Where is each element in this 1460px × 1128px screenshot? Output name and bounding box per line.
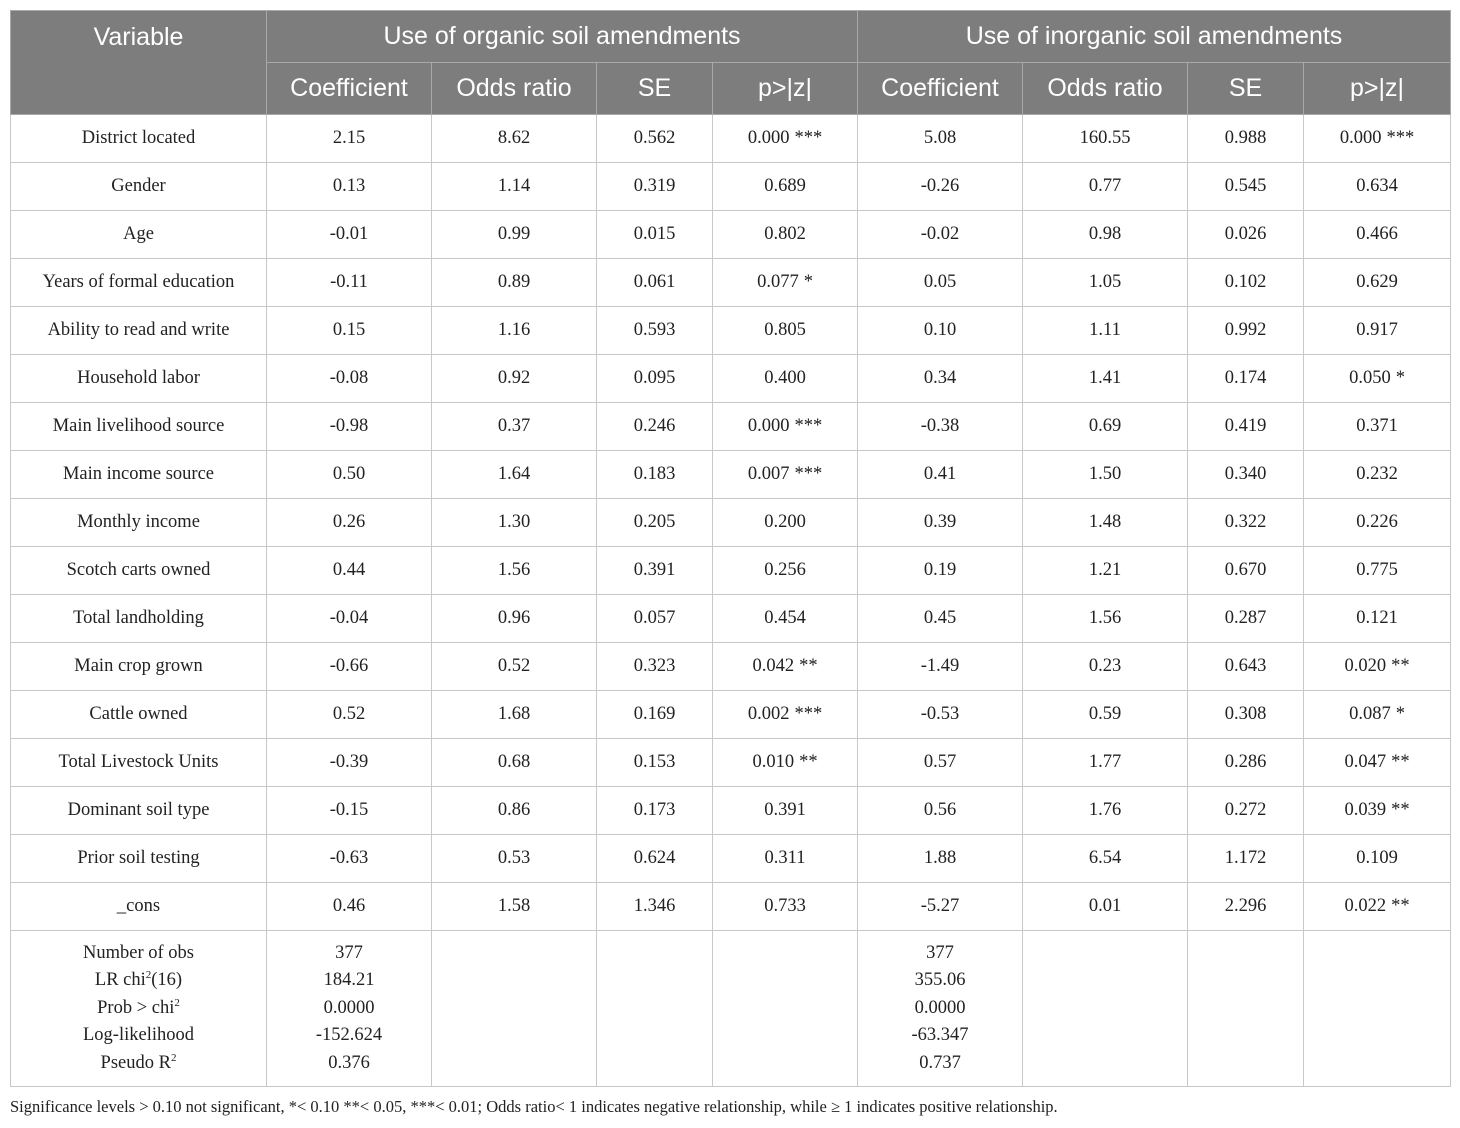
- organic-coefficient-cell: 0.26: [267, 499, 432, 547]
- inorganic-odds-ratio-cell: 0.77: [1023, 163, 1188, 211]
- summary-label-obs: Number of obs: [83, 942, 194, 963]
- organic-p-value-cell: [713, 547, 858, 595]
- inorganic-p-value: 0.020: [1344, 656, 1387, 676]
- inorganic-odds-ratio-cell: 160.55: [1023, 115, 1188, 163]
- inorganic-p-value: 0.000: [1339, 128, 1382, 148]
- inorganic-p-value-cell: [1304, 835, 1451, 883]
- inorganic-p-value-cell: [1304, 451, 1451, 499]
- inorganic-p-value: 0.634: [1356, 176, 1398, 196]
- inorganic-coefficient-cell: 0.34: [858, 355, 1023, 403]
- summary-row: [11, 931, 1451, 1087]
- organic-coefficient-cell: -0.66: [267, 643, 432, 691]
- inorganic-coefficient-cell: 0.05: [858, 259, 1023, 307]
- regression-table: [10, 10, 1451, 1087]
- table-footnote: Significance levels > 0.10 not significant, *< 0.10 **< 0.05, ***< 0.01; Odds ratio< 1 indicates negative relationship, while ≥ 1 indicates positive relationship.: [10, 1097, 1058, 1116]
- inorganic-odds-ratio-cell: 1.76: [1023, 787, 1188, 835]
- inorganic-p-value: 0.466: [1356, 224, 1398, 244]
- inorganic-p-value-cell: [1304, 259, 1451, 307]
- organic-p-value: 0.010: [752, 752, 795, 772]
- inorganic-coefficient-cell: 0.57: [858, 739, 1023, 787]
- variable-name-cell: Years of formal education: [11, 259, 267, 307]
- table-row: [11, 115, 1451, 163]
- inorganic-coefficient-cell: 0.19: [858, 547, 1023, 595]
- inorganic-coefficient-cell: 0.45: [858, 595, 1023, 643]
- organic-significance-stars: *: [803, 272, 813, 292]
- inorganic-odds-ratio-cell: 0.23: [1023, 643, 1188, 691]
- inorganic-p-value: 0.087: [1349, 704, 1391, 724]
- organic-p-value: 0.000: [747, 128, 790, 148]
- variable-name-cell: Prior soil testing: [11, 835, 267, 883]
- inorganic-significance-stars: ***: [1386, 128, 1415, 148]
- organic-se-cell: 0.391: [597, 547, 713, 595]
- summary-inorganic-prob: 0.0000: [914, 997, 966, 1018]
- organic-se-cell: 0.246: [597, 403, 713, 451]
- summary-organic-lr: 184.21: [323, 970, 375, 991]
- organic-p-value-cell: [713, 835, 858, 883]
- inorganic-coefficient-cell: -5.27: [858, 883, 1023, 931]
- organic-coefficient-cell: -0.01: [267, 211, 432, 259]
- organic-coefficient-cell: -0.15: [267, 787, 432, 835]
- inorganic-significance-stars: **: [1391, 656, 1410, 676]
- inorganic-se-cell: 0.340: [1188, 451, 1304, 499]
- inorganic-p-value: 0.232: [1356, 464, 1398, 484]
- organic-se-cell: 0.562: [597, 115, 713, 163]
- organic-se-cell: 0.153: [597, 739, 713, 787]
- organic-p-value-cell: [713, 595, 858, 643]
- inorganic-coefficient-cell: 0.39: [858, 499, 1023, 547]
- organic-coefficient-cell: -0.11: [267, 259, 432, 307]
- organic-significance-stars: ***: [794, 128, 823, 148]
- inorganic-p-value: 0.121: [1356, 608, 1398, 628]
- inorganic-odds-ratio-cell: 0.69: [1023, 403, 1188, 451]
- inorganic-coefficient-cell: -0.26: [858, 163, 1023, 211]
- inorganic-p-value-cell: [1304, 547, 1451, 595]
- header-group-inorganic: Use of inorganic soil amendments: [858, 11, 1451, 63]
- header-group-organic: Use of organic soil amendments: [267, 11, 858, 63]
- organic-coefficient-cell: 0.13: [267, 163, 432, 211]
- summary-empty-cell: [1188, 931, 1304, 1087]
- variable-name-cell: Monthly income: [11, 499, 267, 547]
- inorganic-odds-ratio-cell: 1.50: [1023, 451, 1188, 499]
- summary-inorganic-loglik: -63.347: [911, 1025, 969, 1046]
- header-inorganic-odds-ratio: Odds ratio: [1023, 63, 1188, 115]
- table-row: [11, 403, 1451, 451]
- organic-p-value-cell: [713, 691, 858, 739]
- organic-odds-ratio-cell: 1.16: [432, 307, 597, 355]
- summary-organic-values: [267, 931, 432, 1087]
- organic-se-cell: 1.346: [597, 883, 713, 931]
- inorganic-p-value: 0.039: [1344, 800, 1387, 820]
- table-row: [11, 595, 1451, 643]
- inorganic-p-value: 0.629: [1356, 272, 1398, 292]
- inorganic-se-cell: 0.988: [1188, 115, 1304, 163]
- summary-inorganic-values: [858, 931, 1023, 1087]
- organic-significance-stars: ***: [794, 704, 823, 724]
- inorganic-p-value: 0.775: [1356, 560, 1398, 580]
- inorganic-significance-stars: **: [1391, 896, 1410, 916]
- header-inorganic-coefficient: Coefficient: [858, 63, 1023, 115]
- organic-significance-stars: ***: [794, 416, 823, 436]
- organic-odds-ratio-cell: 1.64: [432, 451, 597, 499]
- inorganic-coefficient-cell: -0.38: [858, 403, 1023, 451]
- variable-name-cell: Total landholding: [11, 595, 267, 643]
- organic-se-cell: 0.183: [597, 451, 713, 499]
- summary-label-lr: LR chi$^2$(16): [94, 969, 183, 991]
- organic-coefficient-cell: -0.04: [267, 595, 432, 643]
- table-row: [11, 307, 1451, 355]
- summary-empty-cell: [432, 931, 597, 1087]
- variable-name-cell: Dominant soil type: [11, 787, 267, 835]
- table-row: [11, 739, 1451, 787]
- inorganic-se-cell: 2.296: [1188, 883, 1304, 931]
- inorganic-odds-ratio-cell: 1.05: [1023, 259, 1188, 307]
- organic-p-value-cell: [713, 163, 858, 211]
- organic-coefficient-cell: -0.39: [267, 739, 432, 787]
- organic-p-value: 0.689: [764, 176, 806, 196]
- header-organic-p-value: p>|z|: [713, 63, 858, 115]
- inorganic-odds-ratio-cell: 0.01: [1023, 883, 1188, 931]
- variable-name-cell: Main crop grown: [11, 643, 267, 691]
- table-row: [11, 451, 1451, 499]
- organic-p-value: 0.311: [764, 848, 806, 868]
- inorganic-se-cell: 0.026: [1188, 211, 1304, 259]
- organic-se-cell: 0.173: [597, 787, 713, 835]
- summary-inorganic-obs: 377: [926, 942, 954, 963]
- inorganic-p-value-cell: [1304, 211, 1451, 259]
- organic-p-value: 0.802: [764, 224, 806, 244]
- organic-coefficient-cell: -0.08: [267, 355, 432, 403]
- summary-label-prob: Prob > chi$^2$: [97, 996, 180, 1018]
- organic-coefficient-cell: 0.46: [267, 883, 432, 931]
- organic-se-cell: 0.015: [597, 211, 713, 259]
- inorganic-odds-ratio-cell: 1.56: [1023, 595, 1188, 643]
- organic-odds-ratio-cell: 0.37: [432, 403, 597, 451]
- inorganic-significance-stars: **: [1391, 752, 1410, 772]
- organic-odds-ratio-cell: 0.53: [432, 835, 597, 883]
- header-inorganic-p-value: p>|z|: [1304, 63, 1451, 115]
- inorganic-se-cell: 0.545: [1188, 163, 1304, 211]
- inorganic-se-cell: 0.670: [1188, 547, 1304, 595]
- inorganic-p-value-cell: [1304, 499, 1451, 547]
- organic-p-value-cell: [713, 307, 858, 355]
- organic-significance-stars: ***: [794, 464, 823, 484]
- inorganic-coefficient-cell: -0.53: [858, 691, 1023, 739]
- inorganic-se-cell: 0.287: [1188, 595, 1304, 643]
- inorganic-significance-stars: *: [1395, 368, 1405, 388]
- organic-odds-ratio-cell: 1.14: [432, 163, 597, 211]
- organic-p-value-cell: [713, 451, 858, 499]
- summary-empty-cell: [597, 931, 713, 1087]
- summary-inorganic-pseudo: 0.737: [919, 1052, 961, 1073]
- inorganic-p-value: 0.050: [1349, 368, 1391, 388]
- variable-name-cell: Scotch carts owned: [11, 547, 267, 595]
- organic-p-value-cell: [713, 643, 858, 691]
- inorganic-se-cell: 1.172: [1188, 835, 1304, 883]
- organic-coefficient-cell: 0.52: [267, 691, 432, 739]
- organic-p-value-cell: [713, 259, 858, 307]
- inorganic-odds-ratio-cell: 6.54: [1023, 835, 1188, 883]
- inorganic-p-value: 0.917: [1356, 320, 1398, 340]
- table-row: [11, 259, 1451, 307]
- organic-coefficient-cell: 2.15: [267, 115, 432, 163]
- inorganic-coefficient-cell: 0.10: [858, 307, 1023, 355]
- organic-p-value-cell: [713, 211, 858, 259]
- organic-odds-ratio-cell: 0.96: [432, 595, 597, 643]
- table-row: [11, 835, 1451, 883]
- inorganic-p-value-cell: [1304, 163, 1451, 211]
- summary-organic-loglik: -152.624: [315, 1025, 383, 1046]
- organic-p-value: 0.077: [757, 272, 799, 292]
- summary-empty-cell: [1304, 931, 1451, 1087]
- organic-p-value: 0.454: [764, 608, 806, 628]
- organic-se-cell: 0.057: [597, 595, 713, 643]
- organic-p-value-cell: [713, 787, 858, 835]
- summary-label-loglik: Log-likelihood: [83, 1025, 194, 1046]
- inorganic-odds-ratio-cell: 1.41: [1023, 355, 1188, 403]
- inorganic-significance-stars: *: [1395, 704, 1405, 724]
- organic-odds-ratio-cell: 1.56: [432, 547, 597, 595]
- organic-p-value: 0.042: [752, 656, 795, 676]
- organic-se-cell: 0.061: [597, 259, 713, 307]
- inorganic-se-cell: 0.322: [1188, 499, 1304, 547]
- table-row: [11, 211, 1451, 259]
- inorganic-p-value: 0.047: [1344, 752, 1387, 772]
- variable-name-cell: Main income source: [11, 451, 267, 499]
- variable-name-cell: Age: [11, 211, 267, 259]
- organic-odds-ratio-cell: 1.30: [432, 499, 597, 547]
- summary-label-pseudo: Pseudo $R^2$: [100, 1051, 177, 1073]
- inorganic-p-value-cell: [1304, 595, 1451, 643]
- summary-empty-cell: [713, 931, 858, 1087]
- organic-odds-ratio-cell: 1.58: [432, 883, 597, 931]
- inorganic-odds-ratio-cell: 1.48: [1023, 499, 1188, 547]
- inorganic-se-cell: 0.272: [1188, 787, 1304, 835]
- organic-significance-stars: **: [799, 752, 818, 772]
- inorganic-p-value: 0.226: [1356, 512, 1398, 532]
- inorganic-se-cell: 0.174: [1188, 355, 1304, 403]
- inorganic-coefficient-cell: 1.88: [858, 835, 1023, 883]
- organic-se-cell: 0.323: [597, 643, 713, 691]
- inorganic-p-value-cell: [1304, 643, 1451, 691]
- variable-name-cell: Main livelihood source: [11, 403, 267, 451]
- table-row: [11, 355, 1451, 403]
- organic-p-value: 0.200: [764, 512, 806, 532]
- inorganic-odds-ratio-cell: 0.59: [1023, 691, 1188, 739]
- table-row: [11, 883, 1451, 931]
- organic-se-cell: 0.624: [597, 835, 713, 883]
- organic-p-value-cell: [713, 115, 858, 163]
- summary-organic-obs: 377: [335, 942, 363, 963]
- organic-coefficient-cell: 0.44: [267, 547, 432, 595]
- variable-name-cell: Cattle owned: [11, 691, 267, 739]
- variable-name-cell: Household labor: [11, 355, 267, 403]
- inorganic-p-value: 0.022: [1344, 896, 1387, 916]
- organic-p-value-cell: [713, 499, 858, 547]
- organic-se-cell: 0.319: [597, 163, 713, 211]
- table-row: [11, 691, 1451, 739]
- inorganic-p-value-cell: [1304, 787, 1451, 835]
- organic-coefficient-cell: -0.98: [267, 403, 432, 451]
- organic-coefficient-cell: -0.63: [267, 835, 432, 883]
- inorganic-se-cell: 0.419: [1188, 403, 1304, 451]
- organic-se-cell: 0.593: [597, 307, 713, 355]
- table-row: [11, 643, 1451, 691]
- variable-name-cell: Total Livestock Units: [11, 739, 267, 787]
- inorganic-p-value-cell: [1304, 403, 1451, 451]
- organic-p-value-cell: [713, 403, 858, 451]
- inorganic-odds-ratio-cell: 0.98: [1023, 211, 1188, 259]
- header-organic-se: SE: [597, 63, 713, 115]
- table-row: [11, 499, 1451, 547]
- organic-p-value: 0.391: [764, 800, 806, 820]
- inorganic-p-value-cell: [1304, 883, 1451, 931]
- organic-coefficient-cell: 0.15: [267, 307, 432, 355]
- inorganic-significance-stars: **: [1391, 800, 1410, 820]
- variable-name-cell: _cons: [11, 883, 267, 931]
- inorganic-odds-ratio-cell: 1.21: [1023, 547, 1188, 595]
- inorganic-coefficient-cell: -0.02: [858, 211, 1023, 259]
- summary-empty-cell: [1023, 931, 1188, 1087]
- inorganic-p-value-cell: [1304, 739, 1451, 787]
- summary-organic-prob: 0.0000: [323, 997, 375, 1018]
- inorganic-coefficient-cell: 0.56: [858, 787, 1023, 835]
- inorganic-coefficient-cell: -1.49: [858, 643, 1023, 691]
- header-variable: Variable: [11, 11, 267, 115]
- organic-se-cell: 0.169: [597, 691, 713, 739]
- organic-significance-stars: **: [799, 656, 818, 676]
- organic-p-value: 0.000: [747, 416, 790, 436]
- inorganic-p-value-cell: [1304, 691, 1451, 739]
- table-row: [11, 163, 1451, 211]
- organic-p-value: 0.256: [764, 560, 806, 580]
- organic-odds-ratio-cell: 1.68: [432, 691, 597, 739]
- inorganic-odds-ratio-cell: 1.11: [1023, 307, 1188, 355]
- organic-odds-ratio-cell: 0.52: [432, 643, 597, 691]
- inorganic-p-value-cell: [1304, 307, 1451, 355]
- organic-p-value: 0.400: [764, 368, 806, 388]
- organic-p-value-cell: [713, 739, 858, 787]
- variable-name-cell: Ability to read and write: [11, 307, 267, 355]
- organic-p-value: 0.002: [747, 704, 790, 724]
- inorganic-se-cell: 0.102: [1188, 259, 1304, 307]
- table-row: [11, 547, 1451, 595]
- inorganic-se-cell: 0.308: [1188, 691, 1304, 739]
- header-organic-coefficient: Coefficient: [267, 63, 432, 115]
- organic-coefficient-cell: 0.50: [267, 451, 432, 499]
- inorganic-se-cell: 0.643: [1188, 643, 1304, 691]
- header-inorganic-se: SE: [1188, 63, 1304, 115]
- organic-p-value: 0.733: [764, 896, 806, 916]
- organic-p-value-cell: [713, 355, 858, 403]
- variable-name-cell: Gender: [11, 163, 267, 211]
- table-row: [11, 787, 1451, 835]
- organic-odds-ratio-cell: 0.92: [432, 355, 597, 403]
- organic-odds-ratio-cell: 0.99: [432, 211, 597, 259]
- inorganic-p-value: 0.371: [1356, 416, 1398, 436]
- organic-odds-ratio-cell: 0.89: [432, 259, 597, 307]
- inorganic-odds-ratio-cell: 1.77: [1023, 739, 1188, 787]
- summary-labels: [11, 931, 267, 1087]
- organic-odds-ratio-cell: 0.68: [432, 739, 597, 787]
- inorganic-se-cell: 0.992: [1188, 307, 1304, 355]
- inorganic-coefficient-cell: 0.41: [858, 451, 1023, 499]
- organic-p-value-cell: [713, 883, 858, 931]
- organic-odds-ratio-cell: 0.86: [432, 787, 597, 835]
- table-body: [11, 115, 1451, 1087]
- organic-se-cell: 0.205: [597, 499, 713, 547]
- variable-name-cell: District located: [11, 115, 267, 163]
- summary-inorganic-lr: 355.06: [914, 970, 966, 991]
- summary-organic-pseudo: 0.376: [328, 1052, 370, 1073]
- inorganic-se-cell: 0.286: [1188, 739, 1304, 787]
- inorganic-p-value-cell: [1304, 115, 1451, 163]
- organic-p-value: 0.007: [747, 464, 790, 484]
- header-organic-odds-ratio: Odds ratio: [432, 63, 597, 115]
- inorganic-p-value-cell: [1304, 355, 1451, 403]
- organic-p-value: 0.805: [764, 320, 806, 340]
- inorganic-p-value: 0.109: [1356, 848, 1398, 868]
- organic-se-cell: 0.095: [597, 355, 713, 403]
- inorganic-coefficient-cell: 5.08: [858, 115, 1023, 163]
- organic-odds-ratio-cell: 8.62: [432, 115, 597, 163]
